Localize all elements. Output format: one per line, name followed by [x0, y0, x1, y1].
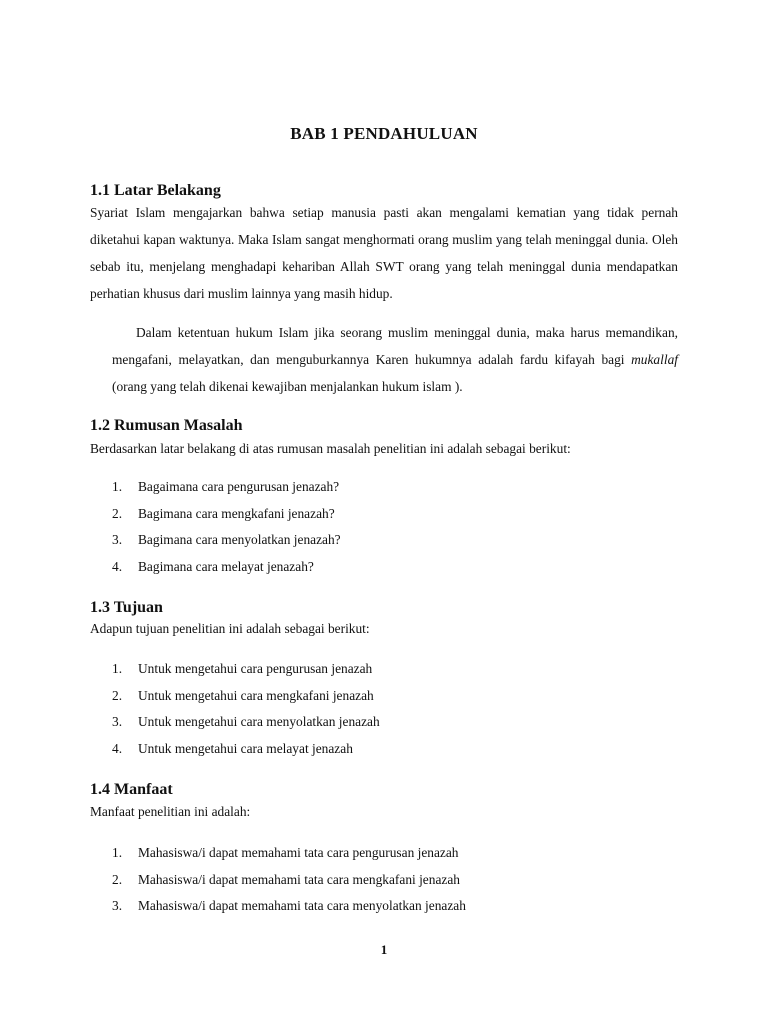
list-text: Mahasiswa/i dapat memahami tata cara pengurusan jenazah	[138, 845, 459, 860]
list-number: 4.	[112, 558, 123, 574]
list-text: Untuk mengetahui cara pengurusan jenazah	[138, 661, 373, 676]
list-text: Untuk mengetahui cara menyolatkan jenazah	[138, 714, 380, 729]
numbered-list	[90, 477, 678, 583]
numbered-list	[90, 659, 678, 765]
section-intro: Adapun tujuan penelitian ini adalah sebagai berikut:	[90, 621, 370, 636]
list-item	[90, 530, 678, 557]
paragraph-text: (orang yang telah dikenai kewajiban menjalankan hukum islam ).	[112, 379, 463, 394]
chapter-title: BAB 1 PENDAHULUAN	[290, 124, 478, 143]
list-item	[90, 870, 678, 897]
list-item	[90, 686, 678, 713]
list-number: 3.	[112, 532, 123, 547]
list-item	[90, 659, 678, 686]
list-text: Bagimana cara melayat jenazah?	[138, 558, 314, 574]
list-item	[90, 557, 678, 584]
section-manfaat	[90, 780, 678, 923]
section-intro: Berdasarkan latar belakang di atas rumusan masalah penelitian ini adalah sebagai berikut:	[90, 441, 571, 456]
list-text: Mahasiswa/i dapat memahami tata cara mengkafani jenazah	[138, 871, 460, 887]
section-rumusan-masalah	[90, 416, 678, 583]
paragraph: Syariat Islam mengajarkan bahwa setiap manusia pasti akan mengalami kematian yang tidak pernah diketahui kapan waktunya. Maka Islam sangat menghormati orang muslim yang telah meninggal dunia. Oleh sebab itu, menjelang menghadapi kehariban Allah SWT orang yang telah meninggal dunia mendapatkan perhatian khusus dari muslim lainnya yang masih hidup.	[90, 205, 678, 301]
paragraph-text: Dalam ketentuan hukum Islam jika seorang muslim meninggal dunia, maka harus memandikan, mengafani, melayatkan, dan menguburkannya Karen hukumnya adalah fardu kifayah bagi	[112, 325, 678, 367]
list-number: 3.	[112, 714, 123, 729]
list-number: 2.	[112, 505, 123, 521]
list-text: Bagaimana cara pengurusan jenazah?	[138, 479, 340, 494]
section-latar-belakang	[90, 181, 678, 400]
page-number: 1	[380, 942, 388, 957]
section-heading: 1.3 Tujuan	[90, 599, 163, 616]
italic-term: mukallaf	[631, 352, 678, 367]
paragraph-indented	[112, 319, 678, 400]
section-intro: Manfaat penelitian ini adalah:	[90, 804, 251, 819]
list-text: Bagimana cara menyolatkan jenazah?	[138, 532, 341, 547]
list-text: Mahasiswa/i dapat memahami tata cara menyolatkan jenazah	[138, 898, 466, 913]
list-number: 4.	[112, 740, 123, 756]
list-item	[90, 739, 678, 766]
list-item	[90, 843, 678, 870]
list-item	[90, 896, 678, 923]
list-text: Untuk mengetahui cara melayat jenazah	[138, 740, 353, 756]
numbered-list	[90, 843, 678, 923]
list-number: 2.	[112, 687, 123, 703]
list-number: 2.	[112, 871, 123, 887]
list-text: Untuk mengetahui cara mengkafani jenazah	[138, 687, 374, 703]
list-item	[90, 504, 678, 531]
list-number: 1.	[112, 845, 123, 860]
list-number: 1.	[112, 661, 123, 676]
section-heading: 1.4 Manfaat	[90, 781, 173, 798]
section-heading: 1.1 Latar Belakang	[90, 182, 221, 199]
list-text: Bagimana cara mengkafani jenazah?	[138, 505, 335, 521]
list-number: 3.	[112, 898, 123, 913]
section-tujuan	[90, 598, 678, 765]
list-number: 1.	[112, 479, 123, 494]
section-heading: 1.2 Rumusan Masalah	[90, 417, 243, 434]
list-item	[90, 712, 678, 739]
list-item	[90, 477, 678, 504]
